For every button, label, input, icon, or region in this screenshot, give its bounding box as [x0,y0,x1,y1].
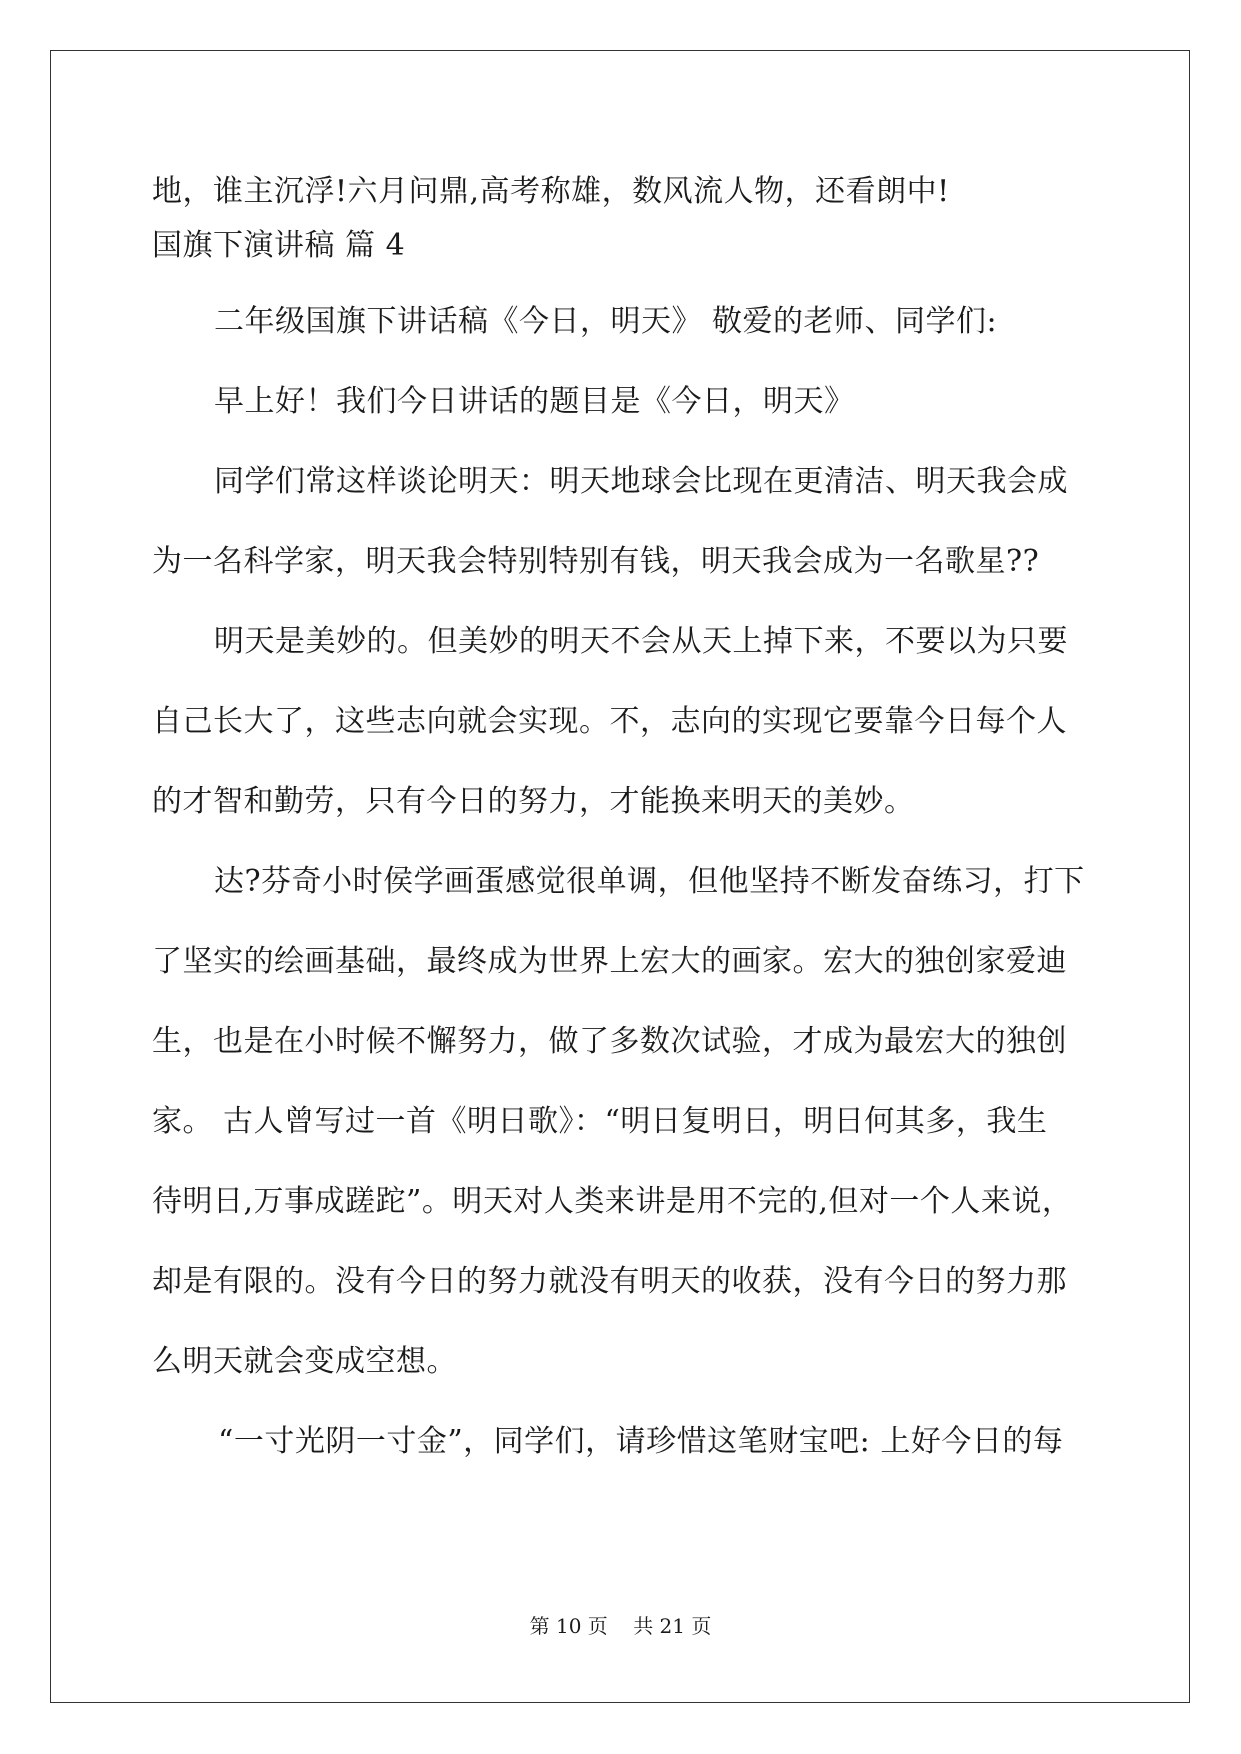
text-line: 为一名科学家，明天我会特别特别有钱，明天我会成为一名歌星?? [152,544,1040,579]
text-line: 的才智和勤劳，只有今日的努力，才能换来明天的美妙。 [152,784,915,819]
page-number-footer: 第 10 页 共 21 页 [529,1614,712,1638]
text-line: 么明天就会变成空想。 [152,1344,457,1379]
text-line: 明天是美妙的。但美妙的明天不会从天上掉下来，不要以为只要 [214,624,1068,659]
text-line: 早上好！我们今日讲话的题目是《今日，明天》 [214,384,855,419]
text-line: 了坚实的绘画基础，最终成为世界上宏大的画家。宏大的独创家爱迪 [152,944,1067,979]
text-line: 自己长大了，这些志向就会实现。不，志向的实现它要靠今日每个人 [152,704,1067,739]
text-line: 却是有限的。没有今日的努力就没有明天的收获，没有今日的努力那 [152,1264,1067,1299]
text-line: “一寸光阴一寸金”，同学们，请珍惜这笔财宝吧: 上好今日的每 [218,1424,1064,1459]
text-line: 二年级国旗下讲话稿《今日，明天》 敬爱的老师、同学们: [214,304,998,339]
text-line: 待明日,万事成蹉跎”。明天对人类来讲是用不完的,但对一个人来说， [152,1184,1073,1219]
text-line: 生，也是在小时候不懈努力，做了多数次试验，才成为最宏大的独创 [152,1024,1067,1059]
text-line: 地，谁主沉浮!六月问鼎,高考称雄，数风流人物，还看朗中! [152,174,950,209]
text-line: 达?芬奇小时侯学画蛋感觉很单调，但他坚持不断发奋练习，打下 [214,864,1085,899]
section-heading: 国旗下演讲稿 篇 4 [152,228,406,263]
text-line: 同学们常这样谈论明天：明天地球会比现在更清洁、明天我会成 [214,464,1068,499]
text-line: 家。 古人曾写过一首《明日歌》：“明日复明日，明日何其多，我生 [152,1104,1048,1139]
